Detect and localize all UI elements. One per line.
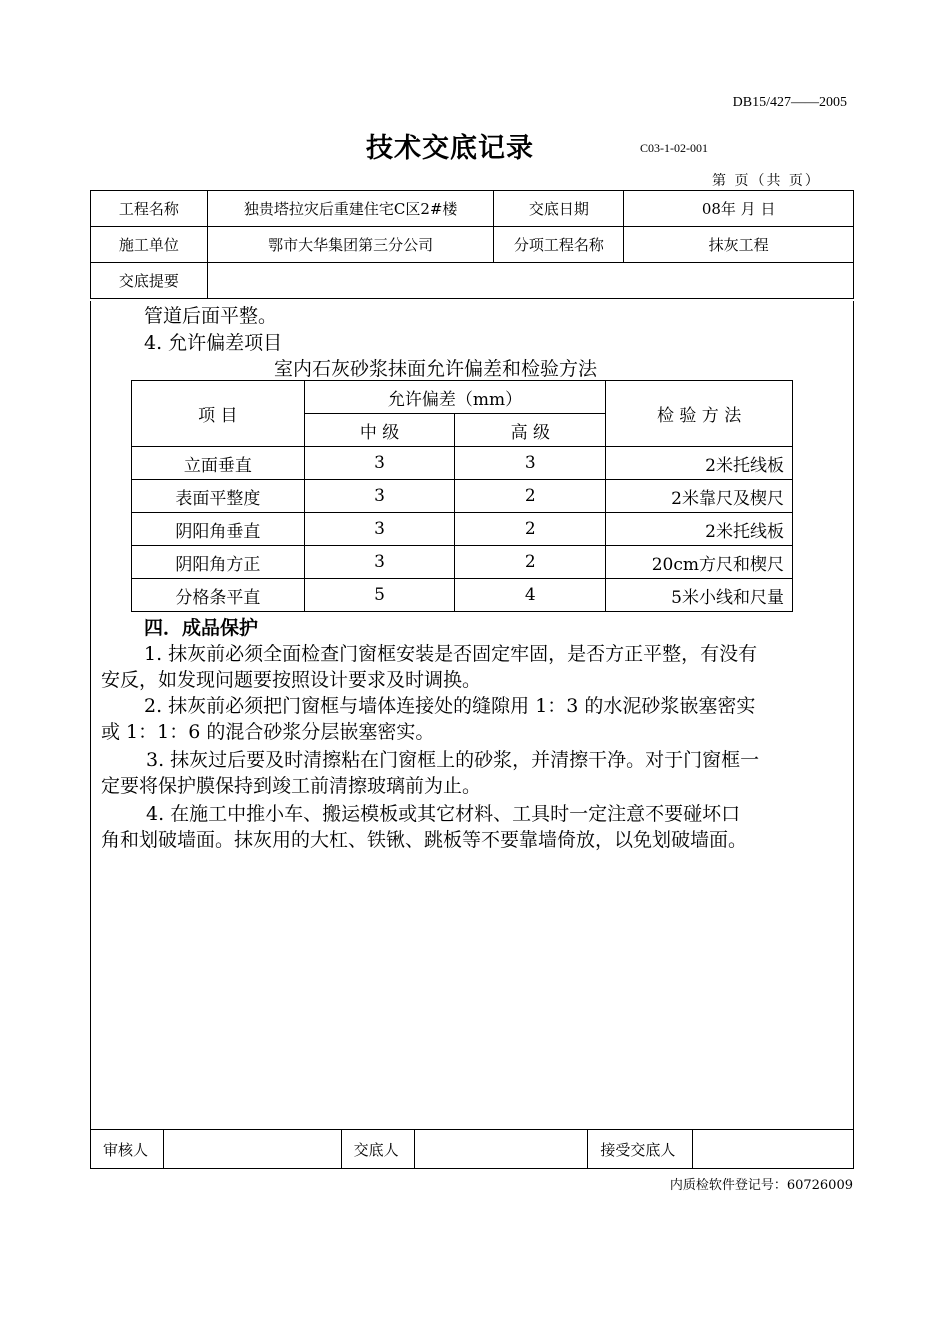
discloser-field[interactable]	[414, 1130, 588, 1169]
row-high: 2	[455, 513, 606, 546]
col-high-header: 高 级	[455, 414, 606, 447]
row-item: 表面平整度	[132, 480, 305, 513]
paragraph-line: 2. 抹灰前必须把门窗框与墙体连接处的缝隙用 1：3 的水泥砂浆嵌塞密实	[144, 695, 756, 717]
receiver-label: 接受交底人	[588, 1130, 693, 1169]
reviewer-field[interactable]	[163, 1130, 341, 1169]
col-tolerance-header: 允许偏差（mm）	[304, 381, 606, 414]
paragraph-line: 定要将保护膜保持到竣工前清擦玻璃前为止。	[101, 775, 482, 797]
page-title: 技术交底记录	[366, 133, 534, 164]
row-mid: 3	[304, 546, 455, 579]
date-label: 交底日期	[494, 191, 624, 227]
row-method: 20cm方尺和楔尺	[606, 546, 793, 579]
form-code: C03-1-02-001	[640, 141, 708, 155]
unit-value: 鄂市大华集团第三分公司	[207, 227, 494, 263]
section-title: 四．成品保护	[144, 617, 259, 639]
date-value: 08年 月 日	[624, 191, 854, 227]
reviewer-label: 审核人	[91, 1130, 164, 1169]
subproject-label: 分项工程名称	[494, 227, 624, 263]
row-high: 2	[455, 546, 606, 579]
discloser-label: 交底人	[341, 1130, 414, 1169]
table-title: 室内石灰砂浆抹面允许偏差和检验方法	[274, 358, 598, 380]
table-row	[132, 546, 793, 579]
unit-label: 施工单位	[91, 227, 208, 263]
summary-value	[207, 263, 853, 299]
row-high: 4	[455, 579, 606, 612]
paragraph-line: 4. 在施工中推小车、搬运模板或其它材料、工具时一定注意不要碰坏口	[146, 803, 741, 825]
standard-number: DB15/427——2005	[732, 95, 847, 110]
row-high: 3	[455, 447, 606, 480]
row-mid: 3	[304, 447, 455, 480]
table-row	[132, 480, 793, 513]
row-item: 立面垂直	[132, 447, 305, 480]
row-method: 2米托线板	[606, 447, 793, 480]
row-high: 2	[455, 480, 606, 513]
receiver-field[interactable]	[693, 1130, 854, 1169]
project-name-label: 工程名称	[91, 191, 208, 227]
page-info: 第 页（共 页）	[712, 173, 821, 189]
project-name-value: 独贵塔拉灾后重建住宅C区2#楼	[207, 191, 494, 227]
row-item: 阴阳角垂直	[132, 513, 305, 546]
table-row	[132, 447, 793, 480]
row-item: 阴阳角方正	[132, 546, 305, 579]
content-frame	[90, 301, 854, 1129]
row-method: 2米靠尺及楔尺	[606, 480, 793, 513]
content-line: 管道后面平整。	[144, 305, 278, 327]
paragraph-line: 角和划破墙面。抹灰用的大杠、铁锹、跳板等不要靠墙倚放，以免划破墙面。	[101, 829, 748, 851]
paragraph-line: 3. 抹灰过后要及时清擦粘在门窗框上的砂浆，并清擦干净。对于门窗框一	[146, 749, 760, 771]
row-method: 2米托线板	[606, 513, 793, 546]
row-mid: 5	[304, 579, 455, 612]
tolerance-table	[131, 380, 793, 612]
paragraph-line: 或 1：1：6 的混合砂浆分层嵌塞密实。	[101, 721, 435, 743]
row-method: 5米小线和尺量	[606, 579, 793, 612]
info-table	[90, 190, 854, 299]
summary-label: 交底提要	[91, 263, 208, 299]
col-item-header: 项 目	[132, 381, 305, 447]
col-mid-header: 中 级	[304, 414, 455, 447]
paragraph-line: 安反，如发现问题要按照设计要求及时调换。	[101, 669, 482, 691]
table-row	[132, 579, 793, 612]
row-item: 分格条平直	[132, 579, 305, 612]
registration-number: 内质检软件登记号：60726009	[669, 1178, 853, 1193]
subproject-value: 抹灰工程	[624, 227, 854, 263]
signature-table	[90, 1129, 854, 1169]
row-mid: 3	[304, 513, 455, 546]
content-line: 4. 允许偏差项目	[144, 332, 283, 354]
row-mid: 3	[304, 480, 455, 513]
table-row	[132, 513, 793, 546]
col-method-header: 检 验 方 法	[606, 381, 793, 447]
paragraph-line: 1. 抹灰前必须全面检查门窗框安装是否固定牢固，是否方正平整，有没有	[144, 643, 758, 665]
